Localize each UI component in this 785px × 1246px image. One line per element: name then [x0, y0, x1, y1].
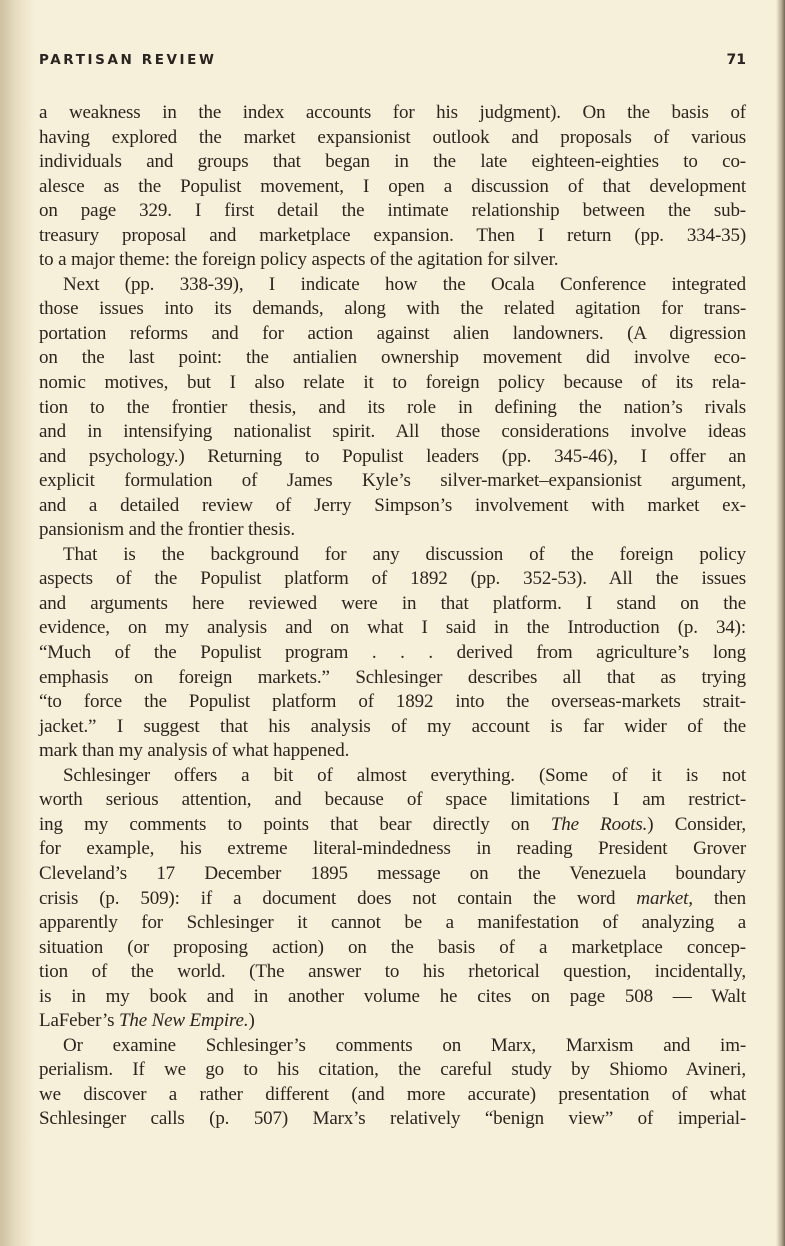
- text-line: ing my comments to points that bear directly on The Roots.) Consider,: [39, 813, 746, 835]
- text-line: to a major theme: the foreign policy aspects of the agitation for silver.: [39, 249, 559, 271]
- text-line: is in my book and in another volume he cites on page 508 — Walt: [39, 985, 746, 1007]
- text-line: and psychology.) Returning to Populist leaders (pp. 345-46), I offer an: [39, 445, 746, 467]
- text-line: and in intensifying nationalist spirit. All those considerations involve ideas: [39, 421, 746, 443]
- text-line: evidence, on my analysis and on what I said in the Introduction (p. 34):: [39, 617, 746, 639]
- italic-title: market,: [636, 887, 693, 909]
- journal-title: PARTISAN REVIEW: [39, 52, 217, 68]
- text-line: apparently for Schlesinger it cannot be a manifestation of analyzing a: [39, 912, 746, 934]
- text-line: aspects of the Populist platform of 1892 (pp. 352-53). All the issues: [39, 568, 746, 590]
- text-line: tion to the frontier thesis, and its role in defining the nation’s rivals: [39, 396, 746, 418]
- text-line: crisis (p. 509): if a document does not contain the word market, then: [39, 887, 746, 909]
- text-line: we discover a rather different (and more accurate) presentation of what: [39, 1083, 746, 1105]
- text-line: jacket.” I suggest that his analysis of my account is far wider of the: [39, 715, 746, 737]
- text-line: worth serious attention, and because of space limitations I am restrict-: [39, 789, 746, 811]
- italic-title: The Roots.: [550, 813, 648, 835]
- text-line: for example, his extreme literal-mindedness in reading President Grover: [39, 838, 746, 860]
- page-number: 71: [726, 52, 746, 68]
- text-line: pansionism and the frontier thesis.: [39, 519, 295, 541]
- text-line: “Much of the Populist program . . . derived from agriculture’s long: [39, 642, 746, 664]
- italic-title: The New Empire.: [118, 1010, 249, 1032]
- text-line: a weakness in the index accounts for his judgment). On the basis of: [39, 102, 746, 123]
- text-line: on page 329. I first detail the intimate relationship between the sub-: [39, 200, 746, 222]
- page-edge-shadow: [776, 0, 785, 1246]
- text-line: emphasis on foreign markets.” Schlesinger describes all that as trying: [39, 666, 746, 688]
- text-line: perialism. If we go to his citation, the careful study by Shiomo Avineri,: [39, 1059, 746, 1081]
- text-line: Schlesinger offers a bit of almost everything. (Some of it is not: [63, 764, 746, 786]
- text-line: “to force the Populist platform of 1892 into the overseas-markets strait-: [39, 691, 746, 713]
- running-header: [39, 52, 746, 68]
- text-line: portation reforms and for action against alien landowners. (A digression: [39, 322, 746, 344]
- text-line: those issues into its demands, along with the related agitation for trans-: [39, 298, 746, 320]
- text-line: having explored the market expansionist outlook and proposals of various: [39, 126, 746, 148]
- text-line: nomic motives, but I also relate it to foreign policy because of its rela-: [39, 372, 746, 394]
- text-line: Or examine Schlesinger’s comments on Marx, Marxism and im-: [63, 1034, 746, 1056]
- text-line: treasury proposal and marketplace expansion. Then I return (pp. 334-35): [39, 224, 746, 246]
- text-line: That is the background for any discussion of the foreign policy: [63, 543, 746, 565]
- body-text: [39, 101, 746, 1132]
- text-line: on the last point: the antialien ownership movement did involve eco-: [39, 347, 746, 369]
- text-line: individuals and groups that began in the late eighteen-eighties to co-: [39, 151, 746, 173]
- text-line: LaFeber’s The New Empire.): [39, 1010, 255, 1032]
- text-line: Cleveland’s 17 December 1895 message on the Venezuela boundary: [39, 862, 746, 884]
- text-line: situation (or proposing action) on the basis of a marketplace concep-: [39, 936, 746, 958]
- text-line: Next (pp. 338-39), I indicate how the Ocala Conference integrated: [63, 273, 746, 295]
- text-line: alesce as the Populist movement, I open a discussion of that development: [39, 175, 746, 197]
- text-line: Schlesinger calls (p. 507) Marx’s relatively “benign view” of imperial-: [39, 1108, 746, 1130]
- text-line: mark than my analysis of what happened.: [39, 740, 350, 762]
- text-line: explicit formulation of James Kyle’s silver-market–expansionist argument,: [39, 470, 746, 492]
- text-line: tion of the world. (The answer to his rhetorical question, incidentally,: [39, 961, 746, 983]
- page-gutter-shadow: [0, 0, 34, 1246]
- text-line: and arguments here reviewed were in that platform. I stand on the: [39, 592, 746, 614]
- text-line: and a detailed review of Jerry Simpson’s involvement with market ex-: [39, 494, 746, 516]
